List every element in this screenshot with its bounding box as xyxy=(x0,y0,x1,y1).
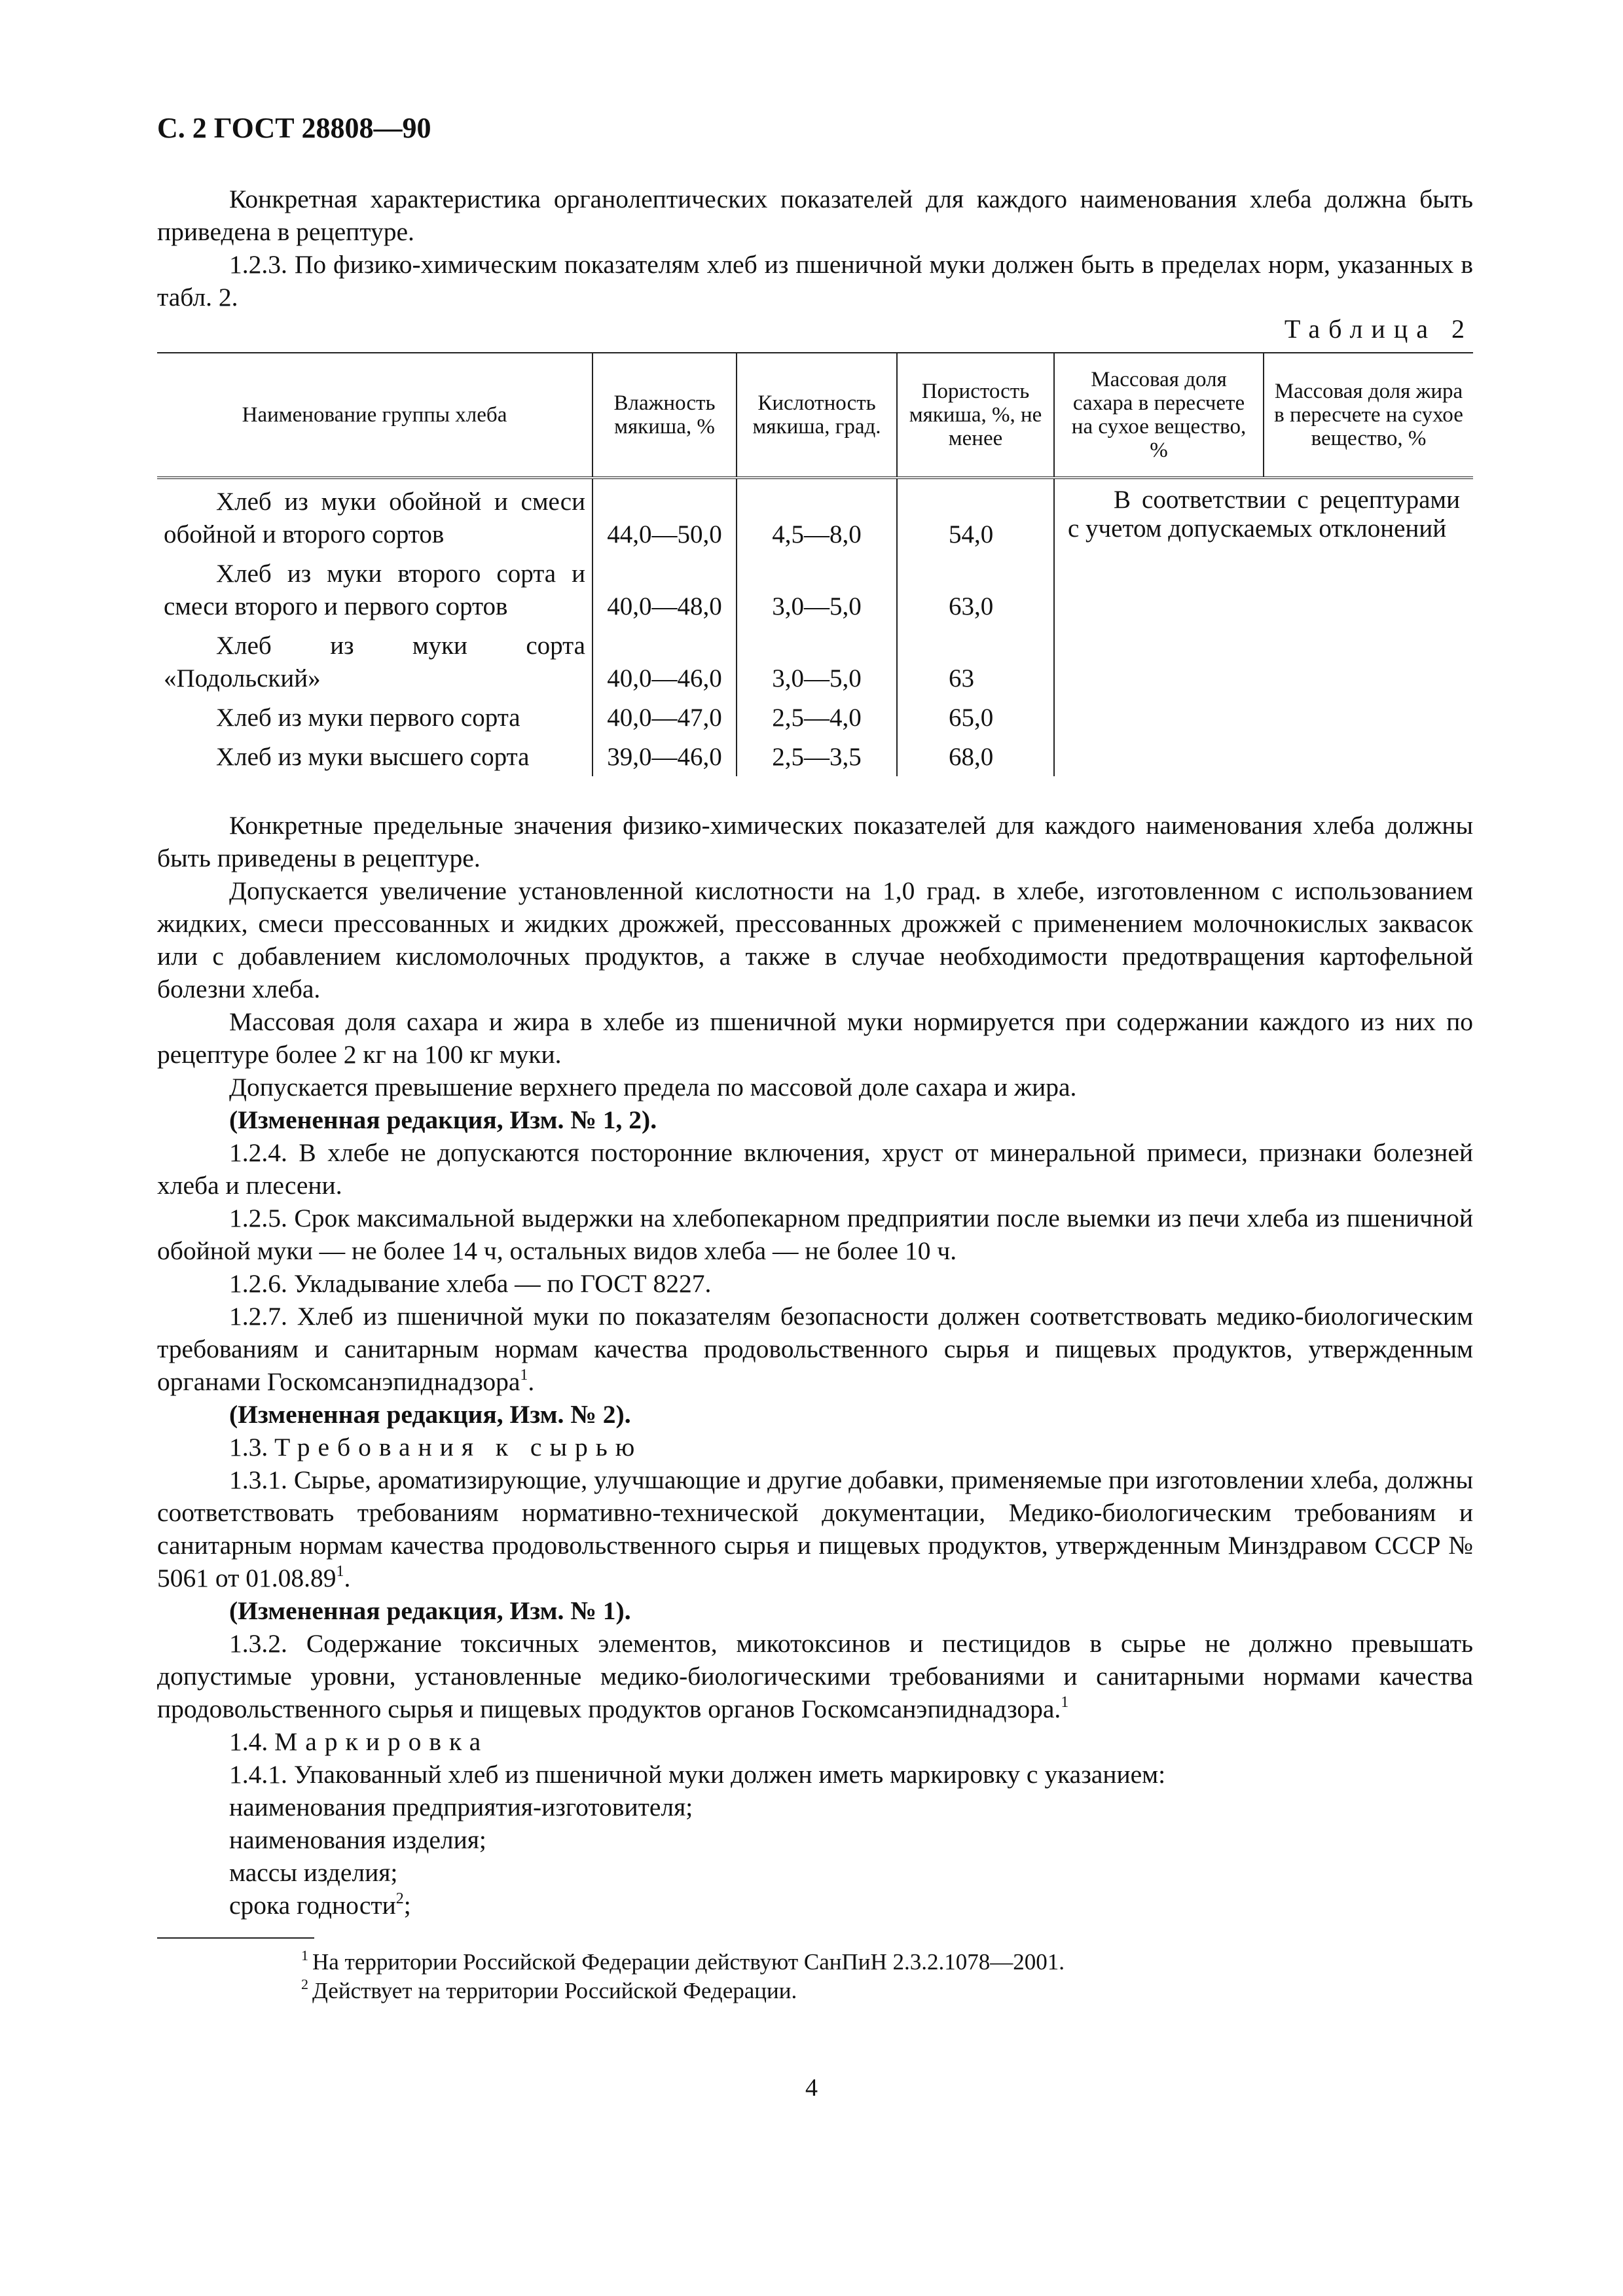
paragraph: Массовая доля сахара и жира в хлебе из пшеничной муки нормируется при содержании каждого из них по рецептуре более 2 кг на 100 кг муки. xyxy=(157,1007,1473,1069)
table-row xyxy=(157,478,1473,554)
paragraph: 1.3.2. Содержание токсичных элементов, микотоксинов и пестицидов в сырье не должно превышать допустимые уровни, установленные медико-биологическими требованиями и санитарными нормами качества продовольственного сырья и пищевых продуктов органов Госкомсанэпиднадзора.$^1$ xyxy=(157,1629,1473,1723)
document-page xyxy=(157,111,1473,2005)
cell-acidity: 3,0—5,0 xyxy=(737,554,897,626)
cell-name: Хлеб из муки обойной и смеси обойной и второго сортов xyxy=(164,488,585,548)
footnote: $^2$ Действует на территории Российской Федерации. xyxy=(301,1976,797,2003)
amendment-note: (Измененная редакция, Изм. № 1). xyxy=(229,1596,631,1625)
page-header: С. 2 ГОСТ 28808—90 xyxy=(157,112,431,144)
table-caption: Таблица 2 xyxy=(1284,314,1473,344)
paragraph: 1.2.5. Срок максимальной выдержки на хлебопекарном предприятии после выемки из печи хлеба из пшеничной обойной муки — не более 14 ч, остальных видов хлеба — не более 10 ч. xyxy=(157,1204,1473,1265)
footnote-ref: 2 xyxy=(395,1890,404,1907)
col-header-name: Наименование группы хлеба xyxy=(157,353,593,478)
paragraph: 1.2.6. Укладывание хлеба — по ГОСТ 8227. xyxy=(229,1269,712,1298)
footnote-ref: 1 xyxy=(336,1563,344,1580)
footnote-ref: 1 xyxy=(520,1367,528,1384)
col-header-moisture: Влажность мякиша, % xyxy=(593,353,737,478)
paragraph: Допускается увеличение установленной кислотности на 1,0 град. в хлебе, изготовленном с использованием жидких, смеси прессованных и жидких дрожжей, прессованных дрожжей с применением молочнокислых заквасок или с добавлением кисломолочных продуктов, а также в случае необходимости предотвращения картофельной болезни хлеба. xyxy=(157,876,1473,1003)
cell-moisture: 40,0—47,0 xyxy=(593,698,737,737)
cell-name: Хлеб из муки первого сорта xyxy=(216,704,520,732)
cell-acidity: 2,5—3,5 xyxy=(737,737,897,776)
paragraph: Конкретная характеристика органолептических показателей для каждого наименования хлеба должна быть приведена в рецептуре. xyxy=(157,185,1473,246)
list-item: массы изделия; xyxy=(229,1858,398,1887)
paragraph: 1.2.3. По физико-химическим показателям хлеб из пшеничной муки должен быть в пределах норм, указанных в табл. 2. xyxy=(157,250,1473,312)
cell-moisture: 40,0—48,0 xyxy=(593,554,737,626)
page-number: 4 xyxy=(805,2074,818,2102)
section-title: Маркировка xyxy=(274,1727,489,1756)
col-header-fat: Массовая доля жира в пересчете на сухое вещество, % xyxy=(1264,353,1473,478)
paragraph: 1.3.1. Сырье, ароматизирующие, улучшающие и другие добавки, применяемые при изготовлении хлеба, должны соответствовать требованиям нормативно-технической документации, Медико-биологическим требованиям и санитарным нормам качества продовольственного сырья и пищевых продуктов, утвержденным Минздравом СССР № 5061 от 01.08.89$^1$. xyxy=(157,1465,1473,1592)
cell-acidity: 2,5—4,0 xyxy=(737,698,897,737)
footnote-ref: 1 xyxy=(1061,1694,1069,1711)
section-title: Требования к сырью xyxy=(274,1433,643,1462)
list-item: наименования предприятия-изготовителя; xyxy=(229,1793,693,1821)
footnote: $^1$ На территории Российской Федерации действуют СанПиН 2.3.2.1078—2001. xyxy=(301,1947,1065,1975)
footnote-divider xyxy=(157,1937,314,1939)
cell-porosity: 54,0 xyxy=(897,478,1054,554)
table-header-row xyxy=(157,353,1473,478)
cell-merged-note: В соответствии с рецептурами с учетом допускаемых отклонений xyxy=(1068,486,1460,543)
col-header-porosity: Пористость мякиша, %, не менее xyxy=(897,353,1054,478)
col-header-acidity: Кислотность мякиша, град. xyxy=(737,353,897,478)
paragraph: 1.4.1. Упакованный хлеб из пшеничной муки должен иметь маркировку с указанием: xyxy=(229,1760,1166,1789)
table-2 xyxy=(157,352,1473,776)
paragraph: 1.2.4. В хлебе не допускаются посторонние включения, хруст от минеральной примеси, признаки болезней хлеба и плесени. xyxy=(157,1138,1473,1200)
cell-name: Хлеб из муки второго сорта и смеси второго и первого сортов xyxy=(164,560,585,620)
list-item: наименования изделия; xyxy=(229,1825,486,1854)
cell-moisture: 39,0—46,0 xyxy=(593,737,737,776)
cell-name: Хлеб из муки сорта «Подольский» xyxy=(164,632,585,692)
paragraph: 1.2.7. Хлеб из пшеничной муки по показателям безопасности должен соответствовать медико-биологическим требованиям и санитарным нормам качества продовольственного сырья и пищевых продуктов, утвержденным органами Госкомсанэпиднадзора$^1$. xyxy=(157,1302,1473,1396)
amendment-note: (Измененная редакция, Изм. № 1, 2). xyxy=(229,1105,657,1134)
col-header-sugar: Массовая доля сахара в пересчете на сухое вещество, % xyxy=(1054,353,1264,478)
amendment-note: (Измененная редакция, Изм. № 2). xyxy=(229,1400,631,1429)
cell-moisture: 44,0—50,0 xyxy=(593,478,737,554)
paragraph: Конкретные предельные значения физико-химических показателей для каждого наименования хлеба должны быть приведены в рецептуре. xyxy=(157,811,1473,872)
list-item: срока годности$^2$; xyxy=(229,1890,411,1920)
cell-porosity: 63 xyxy=(897,626,1054,698)
cell-porosity: 63,0 xyxy=(897,554,1054,626)
cell-porosity: 68,0 xyxy=(897,737,1054,776)
section-heading: 1.4. Маркировка xyxy=(229,1727,489,1756)
cell-name: Хлеб из муки высшего сорта xyxy=(216,743,530,771)
section-heading: 1.3. Требования к сырью xyxy=(229,1433,643,1462)
cell-acidity: 3,0—5,0 xyxy=(737,626,897,698)
cell-acidity: 4,5—8,0 xyxy=(737,478,897,554)
cell-moisture: 40,0—46,0 xyxy=(593,626,737,698)
paragraph: Допускается превышение верхнего предела по массовой доле сахара и жира. xyxy=(229,1073,1077,1102)
cell-porosity: 65,0 xyxy=(897,698,1054,737)
